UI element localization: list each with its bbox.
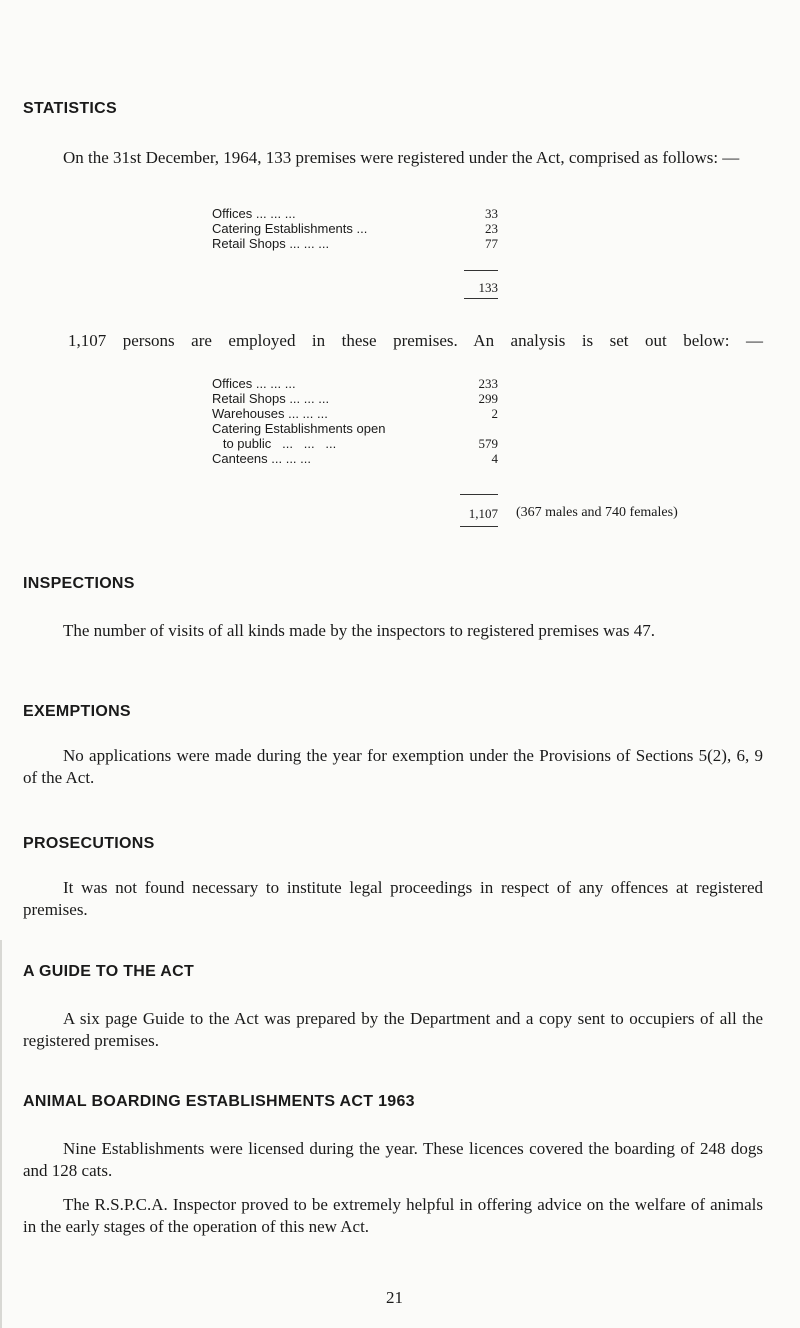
- inspections-heading: INSPECTIONS: [23, 575, 135, 592]
- table-row: [212, 206, 498, 221]
- guide-text: A six page Guide to the Act was prepared by the Department and a copy sent to occupiers of all the registered premises.: [23, 1009, 763, 1050]
- employees-note: (367 males and 740 females): [516, 505, 678, 520]
- row-value: 33: [485, 206, 498, 221]
- sum-rule: [460, 526, 498, 527]
- animal-boarding-text-2: The R.S.P.C.A. Inspector proved to be extremely helpful in offering advice on the welfare of animals in the early stages of the operation of this new Act.: [23, 1195, 763, 1236]
- row-label: Offices ... ... ...: [212, 376, 296, 391]
- table-row: [212, 391, 498, 406]
- premises-table: [212, 206, 498, 251]
- inspections-text: The number of visits of all kinds made by the inspectors to registered premises was 47.: [63, 621, 656, 640]
- animal-boarding-heading: ANIMAL BOARDING ESTABLISHMENTS ACT 1963: [23, 1093, 415, 1110]
- row-label: Offices ... ... ...: [212, 206, 296, 221]
- page-edge-shadow: [0, 940, 2, 1328]
- row-label: Warehouses ... ... ...: [212, 406, 328, 421]
- prosecutions-text: It was not found necessary to institute legal proceedings in respect of any offences at registered premises.: [23, 878, 763, 919]
- exemptions-heading: EXEMPTIONS: [23, 703, 131, 720]
- employees-total: 1,107: [468, 506, 498, 521]
- table-row: [212, 451, 498, 466]
- sum-rule: [460, 494, 498, 495]
- row-value: 2: [491, 406, 498, 421]
- table-row: [212, 436, 498, 451]
- employed-text-line1: [23, 330, 763, 352]
- row-label: to public ... ... ...: [212, 436, 337, 451]
- premises-total: 133: [478, 280, 498, 295]
- exemptions-text: No applications were made during the year for exemption under the Provisions of Sections 5(2), 6, 9 of the Act.: [23, 746, 763, 787]
- table-row: [212, 376, 498, 391]
- table-row: [212, 421, 498, 436]
- row-label: Retail Shops ... ... ...: [212, 391, 330, 406]
- employees-table: [212, 376, 498, 466]
- row-value: 579: [478, 436, 498, 451]
- row-label: Retail Shops ... ... ...: [212, 236, 330, 251]
- row-value: 233: [478, 376, 498, 391]
- row-value: 23: [485, 221, 498, 236]
- prosecutions-heading: PROSECUTIONS: [23, 835, 155, 852]
- animal-boarding-text-1: Nine Establishments were licensed during the year. These licences covered the boarding of 248 dogs and 128 cats.: [23, 1139, 763, 1180]
- row-value: 77: [485, 236, 498, 251]
- sum-rule: [464, 270, 498, 271]
- row-label: Canteens ... ... ...: [212, 451, 311, 466]
- guide-heading: A GUIDE TO THE ACT: [23, 963, 195, 980]
- statistics-heading: STATISTICS: [23, 100, 117, 117]
- table-row: [212, 221, 498, 236]
- row-value: 4: [491, 451, 498, 466]
- row-label: Catering Establishments open: [212, 421, 386, 436]
- statistics-intro: On the 31st December, 1964, 133 premises were registered under the Act, comprised as follows: —: [63, 148, 740, 167]
- table-row: [212, 236, 498, 251]
- employed-text: 1,107 persons are employed in these premises. An analysis is set out below: —: [68, 331, 763, 350]
- table-row: [212, 406, 498, 421]
- sum-rule: [464, 298, 498, 299]
- page-number: 21: [386, 1288, 403, 1307]
- row-value: 299: [478, 391, 498, 406]
- row-label: Catering Establishments ...: [212, 221, 368, 236]
